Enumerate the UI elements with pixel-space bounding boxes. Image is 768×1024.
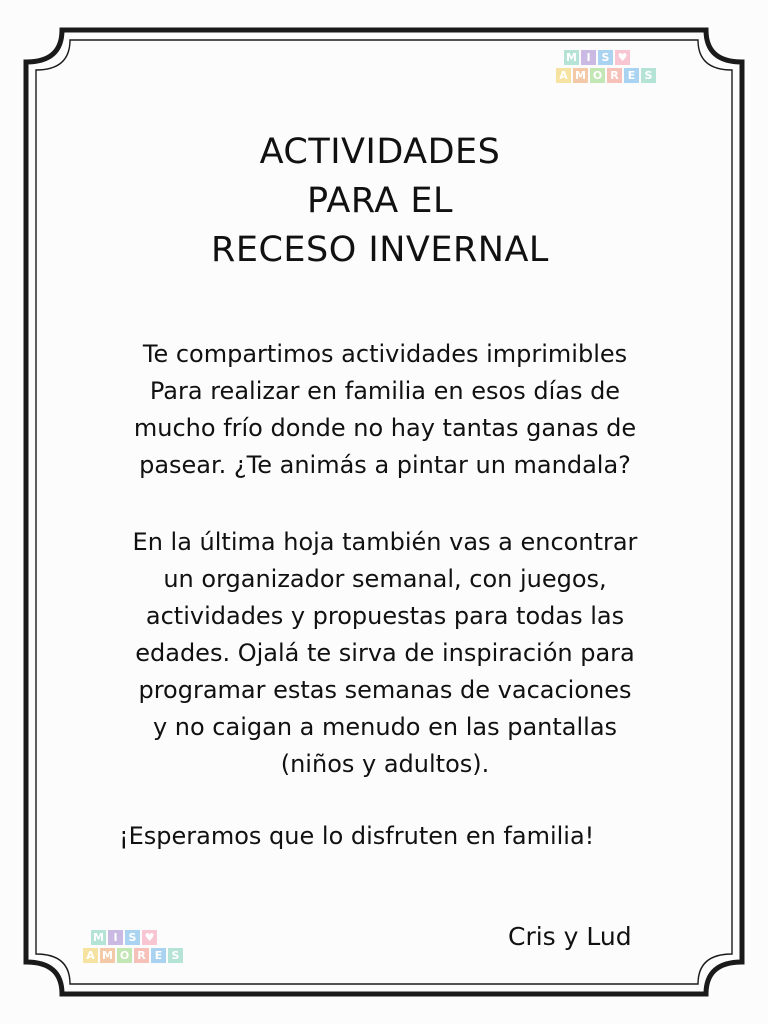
logo-letter-tile: I: [581, 50, 596, 65]
text-line: Para realizar en familia en esos días de: [149, 377, 621, 405]
logo-letter-tile: R: [134, 948, 149, 963]
title-line: PARA EL: [307, 181, 453, 221]
logo-letter-tile: M: [100, 948, 115, 963]
text-line: programar estas semanas de vacaciones: [138, 676, 632, 704]
text-line: En la última hoja también vas a encontrar: [132, 528, 638, 556]
closing-line: ¡Esperamos que lo disfruten en familia!: [119, 822, 595, 850]
logo-letter-tile: R: [607, 68, 622, 83]
text-line: edades. Ojalá te sirva de inspiración para: [135, 639, 635, 667]
text-line: y no caigan a menudo en las pantallas: [152, 713, 618, 741]
logo-letter-tile: A: [83, 948, 98, 963]
logo-letter-tile: S: [598, 50, 613, 65]
title-line: ACTIVIDADES: [259, 132, 501, 172]
logo-letter-tile: A: [556, 68, 571, 83]
title-line: RECESO INVERNAL: [211, 230, 549, 270]
logo-letter-tile: M: [564, 50, 579, 65]
logo-letter-tile: I: [108, 930, 123, 945]
logo-row-mis: [83, 930, 183, 945]
signature: Cris y Lud: [508, 922, 632, 951]
organizer-paragraph: [90, 524, 680, 783]
logo-row-mis: [556, 50, 656, 65]
logo-letter-tile: S: [125, 930, 140, 945]
logo-letter-tile: E: [151, 948, 166, 963]
text-line: actividades y propuestas para todas las: [145, 602, 625, 630]
page-title: [150, 128, 610, 275]
mis-amores-logo-bottom: [83, 930, 183, 963]
logo-letter-tile: S: [168, 948, 183, 963]
text-line: Te compartimos actividades imprimibles: [142, 340, 628, 368]
logo-letter-tile: O: [590, 68, 605, 83]
logo-letter-tile: E: [624, 68, 639, 83]
text-line: pasear. ¿Te animás a pintar un mandala?: [139, 451, 631, 479]
logo-row-amores: [83, 948, 183, 963]
text-line: (niños y adultos).: [280, 750, 490, 778]
logo-letter-tile: S: [641, 68, 656, 83]
mis-amores-logo-top: [556, 50, 656, 83]
logo-letter-tile: M: [573, 68, 588, 83]
text-line: mucho frío donde no hay tantas ganas de: [133, 414, 637, 442]
logo-letter-tile: M: [91, 930, 106, 945]
heart-icon: ♥: [142, 930, 157, 945]
logo-row-amores: [556, 68, 656, 83]
text-line: un organizador semanal, con juegos,: [163, 565, 607, 593]
logo-letter-tile: O: [117, 948, 132, 963]
heart-icon: ♥: [615, 50, 630, 65]
intro-paragraph: [90, 336, 680, 484]
